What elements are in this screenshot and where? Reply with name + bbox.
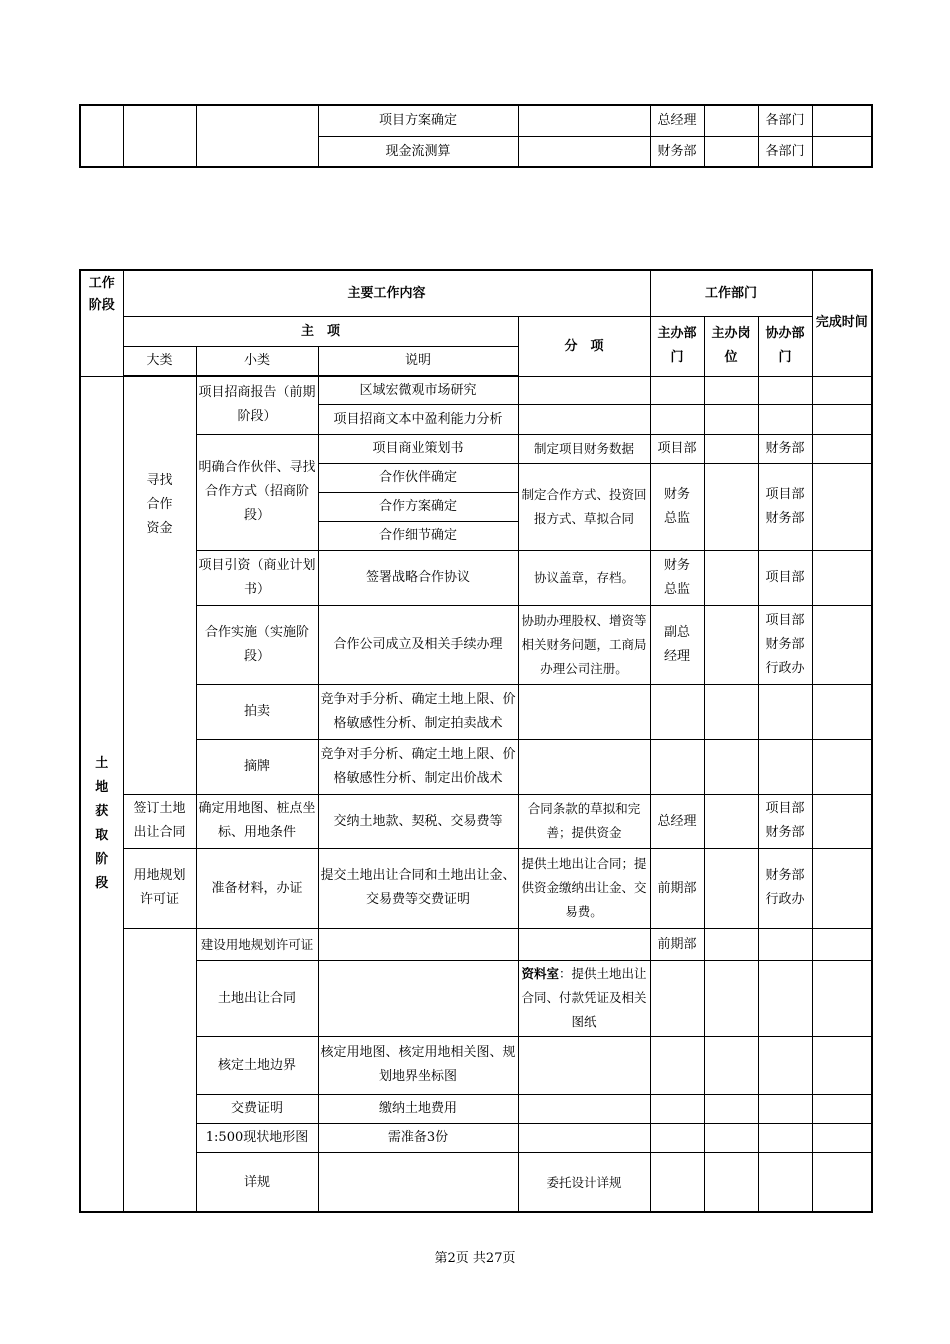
empty-cell — [196, 105, 318, 167]
item: 协议盖章，存档。 — [518, 550, 650, 605]
item: 制定合作方式、投资回报方式、草拟合同 — [518, 463, 650, 550]
empty-cell — [123, 105, 196, 167]
empty-cell — [812, 105, 872, 136]
category-sign: 签订土地出让合同 — [123, 794, 196, 848]
lead-dept: 财务总监 — [650, 463, 704, 550]
desc: 竞争对手分析、确定土地上限、价格敏感性分析、制定出价战术 — [318, 739, 518, 794]
sub-bid-report: 项目招商报告（前期阶段） — [196, 376, 318, 434]
empty-cell — [704, 105, 758, 136]
item: 资料室：提供土地出让合同、付款凭证及相关图纸 — [518, 960, 650, 1036]
desc: 合作公司成立及相关手续办理 — [318, 605, 518, 684]
header-finish-time: 完成时间 — [812, 270, 872, 376]
sub-auction: 拍卖 — [196, 684, 318, 739]
item: 委托设计详规 — [518, 1152, 650, 1212]
stage-name: 土地获取阶段 — [80, 376, 123, 1212]
lead-dept: 前期部 — [650, 928, 704, 960]
empty-cell — [704, 136, 758, 167]
desc: 交纳土地款、契税、交易费等 — [318, 794, 518, 848]
desc: 需准备3份 — [318, 1123, 518, 1152]
sub-prepare: 准备材料，办证 — [196, 848, 318, 928]
item: 协助办理股权、增资等相关财务问题，工商局办理公司注册。 — [518, 605, 650, 684]
desc: 提交土地出让合同和土地出让金、交易费等交费证明 — [318, 848, 518, 928]
header-lead-post: 主办岗位 — [704, 316, 758, 376]
page-footer: 第2页 共27页 — [434, 1251, 516, 1266]
sub-boundary: 核定土地边界 — [196, 1036, 318, 1094]
assist-dept: 项目部 — [758, 550, 812, 605]
sub-topo: 1:500现状地形图 — [196, 1123, 318, 1152]
header-category: 大类 — [123, 346, 196, 376]
sub-listing: 摘牌 — [196, 739, 318, 794]
desc: 项目商业策划书 — [318, 434, 518, 463]
cell-dept: 总经理 — [650, 105, 704, 136]
lead-dept: 项目部 — [650, 434, 704, 463]
cell-assist: 各部门 — [758, 105, 812, 136]
item: 合同条款的草拟和完善；提供资金 — [518, 794, 650, 848]
header-work-dept: 工作部门 — [650, 270, 812, 316]
desc: 合作细节确定 — [318, 521, 518, 550]
desc: 缴纳土地费用 — [318, 1094, 518, 1123]
assist-dept: 项目部财务部 — [758, 794, 812, 848]
lead-dept: 总经理 — [650, 794, 704, 848]
lead-dept: 前期部 — [650, 848, 704, 928]
assist-dept: 财务部 — [758, 434, 812, 463]
header-subcategory: 小类 — [196, 346, 318, 376]
sub-permit: 建设用地规划许可证 — [196, 928, 318, 960]
continuation-table — [79, 104, 873, 168]
category-permit: 用地规划许可证 — [123, 848, 196, 928]
empty-cell — [80, 105, 123, 167]
desc: 项目招商文本中盈利能力分析 — [318, 404, 518, 434]
lead-dept: 副总经理 — [650, 605, 704, 684]
empty-cell — [518, 105, 650, 136]
item: 提供土地出让合同；提供资金缴纳出让金、交易费。 — [518, 848, 650, 928]
cell-dept: 财务部 — [650, 136, 704, 167]
desc: 核定用地图、核定用地相关图、规划地界坐标图 — [318, 1036, 518, 1094]
desc: 区域宏微观市场研究 — [318, 376, 518, 404]
header-main-content: 主要工作内容 — [123, 270, 650, 316]
sub-detail: 详规 — [196, 1152, 318, 1212]
sub-implement: 合作实施（实施阶段） — [196, 605, 318, 684]
header-description: 说明 — [318, 346, 518, 376]
cell-item: 现金流测算 — [318, 136, 518, 167]
item: 制定项目财务数据 — [518, 434, 650, 463]
empty-cell — [812, 136, 872, 167]
category-find-funds: 寻找合作资金 — [123, 376, 196, 794]
work-table — [79, 269, 873, 1213]
cell-item: 项目方案确定 — [318, 105, 518, 136]
header-lead-dept: 主办部门 — [650, 316, 704, 376]
sub-contract: 土地出让合同 — [196, 960, 318, 1036]
desc: 合作伙伴确定 — [318, 463, 518, 492]
assist-dept: 财务部行政办 — [758, 848, 812, 928]
desc: 签署战略合作协议 — [318, 550, 518, 605]
sub-partner: 明确合作伙伴、寻找合作方式（招商阶段） — [196, 434, 318, 550]
sub-invest: 项目引资（商业计划书） — [196, 550, 318, 605]
sub-map: 确定用地图、桩点坐标、用地条件 — [196, 794, 318, 848]
desc: 竞争对手分析、确定土地上限、价格敏感性分析、制定拍卖战术 — [318, 684, 518, 739]
desc: 合作方案确定 — [318, 492, 518, 521]
cell-assist: 各部门 — [758, 136, 812, 167]
assist-dept: 项目部财务部 — [758, 463, 812, 550]
header-stage: 工作阶段 — [80, 270, 123, 376]
header-assist-dept: 协办部门 — [758, 316, 812, 376]
header-main-item: 主 项 — [123, 316, 518, 346]
header-sub-item: 分 项 — [518, 316, 650, 376]
category-empty — [123, 928, 196, 1212]
empty-cell — [518, 136, 650, 167]
lead-dept: 财务总监 — [650, 550, 704, 605]
sub-fee: 交费证明 — [196, 1094, 318, 1123]
assist-dept: 项目部财务部行政办 — [758, 605, 812, 684]
